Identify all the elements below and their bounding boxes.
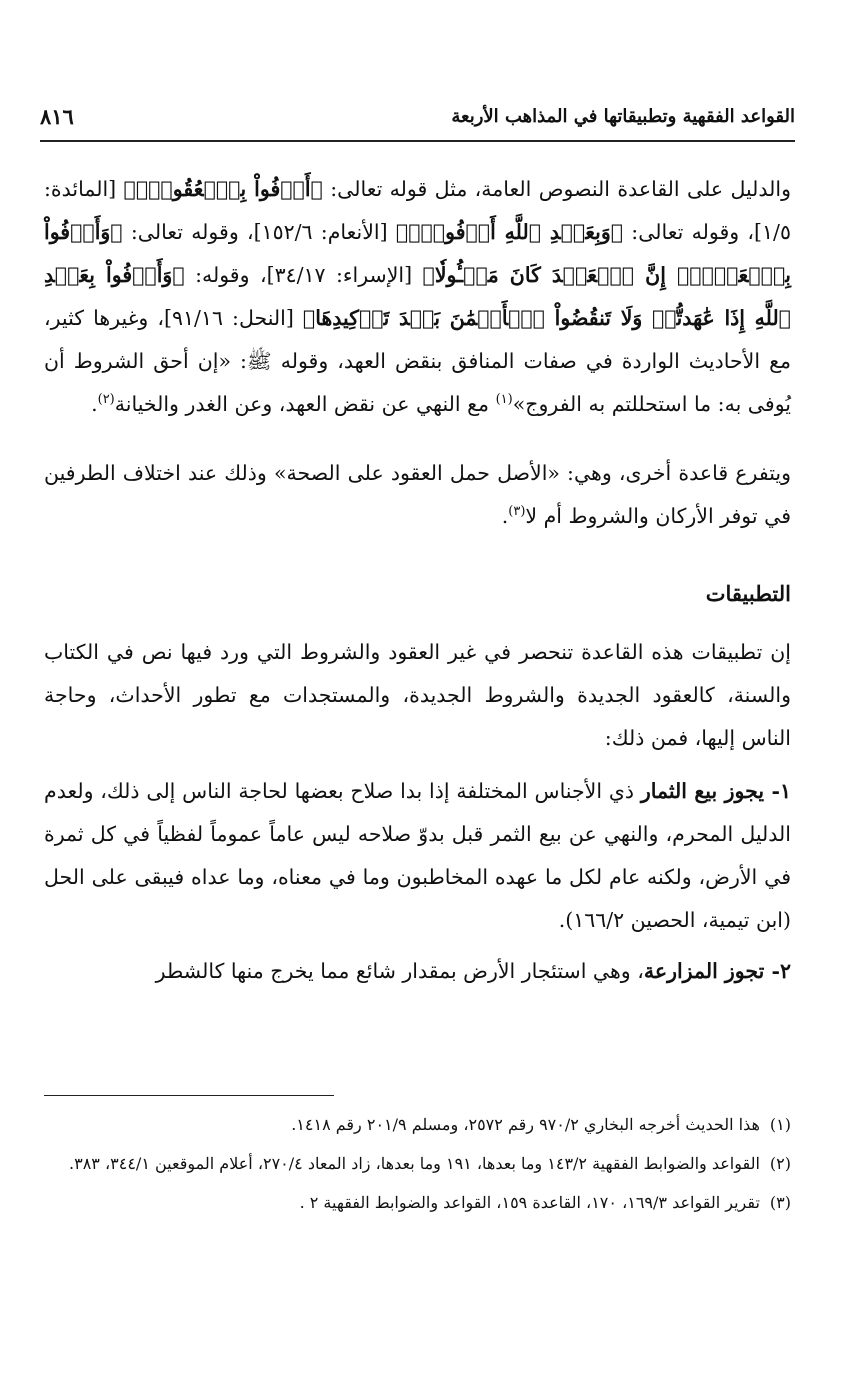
footnote: [44, 1186, 791, 1219]
item-text: ، وهي استئجار الأرض بمقدار شائع مما يخرج منها كالشطر: [155, 959, 644, 983]
running-header: [40, 100, 795, 140]
text-span: .: [501, 504, 509, 528]
footnote-number: (٣): [769, 1193, 791, 1212]
list-item: [44, 950, 791, 993]
main-text: [44, 168, 791, 993]
text-span: [الإسراء: ٣٤/١٧]، وقوله:: [184, 263, 423, 287]
text-span: والدليل على القاعدة النصوص العامة، مثل قوله تعالى:: [322, 177, 792, 201]
quran-verse: ﴿وَأَوۡفُواْ بِعَهۡدِ ٱللَّهِ إِذَا عَٰهَدتُّمۡ وَلَا تَنقُضُواْ ٱلۡأَيۡمَٰنَ بَعۡدَ تَوۡكِيدِهَا﴾: [44, 263, 791, 330]
evidence-paragraph: [44, 168, 791, 426]
footnote-ref[interactable]: (١): [495, 392, 513, 408]
text-span: ويتفرع قاعدة أخرى، وهي: «الأصل حمل العقود على الصحة» وذلك عند اختلاف الطرفين في توفر الأركان والشروط أم لا: [44, 461, 791, 528]
footnote-ref[interactable]: (٢): [97, 392, 115, 408]
footnote-ref[interactable]: (٣): [508, 504, 526, 520]
header-divider: [40, 140, 795, 142]
intro-paragraph: إن تطبيقات هذه القاعدة تنحصر في غير العقود والشروط التي ورد فيها نص في الكتاب والسنة، كالعقود الجديدة والشروط الجديدة، والمستجدات مع تطور الأحداث، وحاجة الناس إليها، فمن ذلك:: [44, 640, 791, 750]
quran-verse: ﴿وَبِعَهۡدِ ٱللَّهِ أَوۡفُواْۚ﴾: [395, 220, 624, 244]
quran-verse: ﴿أَوۡفُواْ بِٱلۡعُقُودِۚ﴾: [123, 177, 323, 201]
footnote: [44, 1108, 791, 1141]
item-term: يجوز بيع الثمار: [640, 779, 772, 803]
footnote-text: تقرير القواعد ١٦٩/٣، ١٧٠، القاعدة ١٥٩، القواعد والضوابط الفقهية ٢ .: [299, 1193, 760, 1212]
footnotes: [44, 1108, 791, 1225]
quran-verse: ﴿وَأَوۡفُواْ بِٱلۡعَهۡدِۖ إِنَّ ٱلۡعَهۡدَ كَانَ مَسۡـُٔولٗا﴾: [44, 220, 791, 287]
footnote-number: (١): [769, 1115, 791, 1134]
text-span: مع النهي عن نقض العهد، وعن الغدر والخيانة: [114, 392, 496, 416]
header-title: القواعد الفقهية وتطبيقاتها في المذاهب الأربعة: [451, 106, 795, 127]
section-heading: التطبيقات: [705, 581, 791, 606]
text-span: [المائدة: ١/٥]، وقوله تعالى:: [44, 177, 791, 244]
text-span: [النحل: ٩١/١٦]، وغيرها كثير، مع الأحاديث الواردة في صفات المنافق بنقض العهد، وقوله ﷺ: «إن أحق الشروط أن يُوفى به: ما استحللتم به الفروج»: [44, 306, 791, 416]
derived-rule-paragraph: [44, 452, 791, 538]
list-item: [44, 770, 791, 942]
item-term: تجوز المزارعة: [643, 959, 772, 983]
text-span: [الأنعام: ١٥٢/٦]، وقوله تعالى:: [122, 220, 396, 244]
item-number: ١-: [771, 779, 791, 803]
footnote-number: (٢): [769, 1154, 791, 1173]
footnote: [44, 1147, 791, 1180]
footnote-divider: [44, 1095, 334, 1096]
item-text: ذي الأجناس المختلفة إذا بدا صلاح بعضها لحاجة الناس إلى ذلك، ولعدم الدليل المحرم، والنهي عن بيع الثمر قبل بدوّ صلاحه ليس عاماً عموماً لفظياً في كل ثمرة في الأرض، ولكنه عام لكل ما عهده المخاطبون وما في معناه، وما عداه فيبقى على الحل (ابن تيمية، الحصين ١٦٦/٢).: [44, 779, 791, 932]
footnote-text: القواعد والضوابط الفقهية ١٤٣/٢ وما بعدها، ١٩١ وما بعدها، زاد المعاد ٢٧٠/٤، أعلام الموقعين ٣٤٤/١، ٣٨٣.: [69, 1154, 760, 1173]
footnote-text: هذا الحديث أخرجه البخاري ٩٧٠/٢ رقم ٢٥٧٢، ومسلم ٢٠١/٩ رقم ١٤١٨.: [291, 1115, 760, 1134]
text-span: .: [91, 392, 98, 416]
item-number: ٢-: [771, 959, 791, 983]
page-number: ٨١٦: [40, 104, 74, 129]
